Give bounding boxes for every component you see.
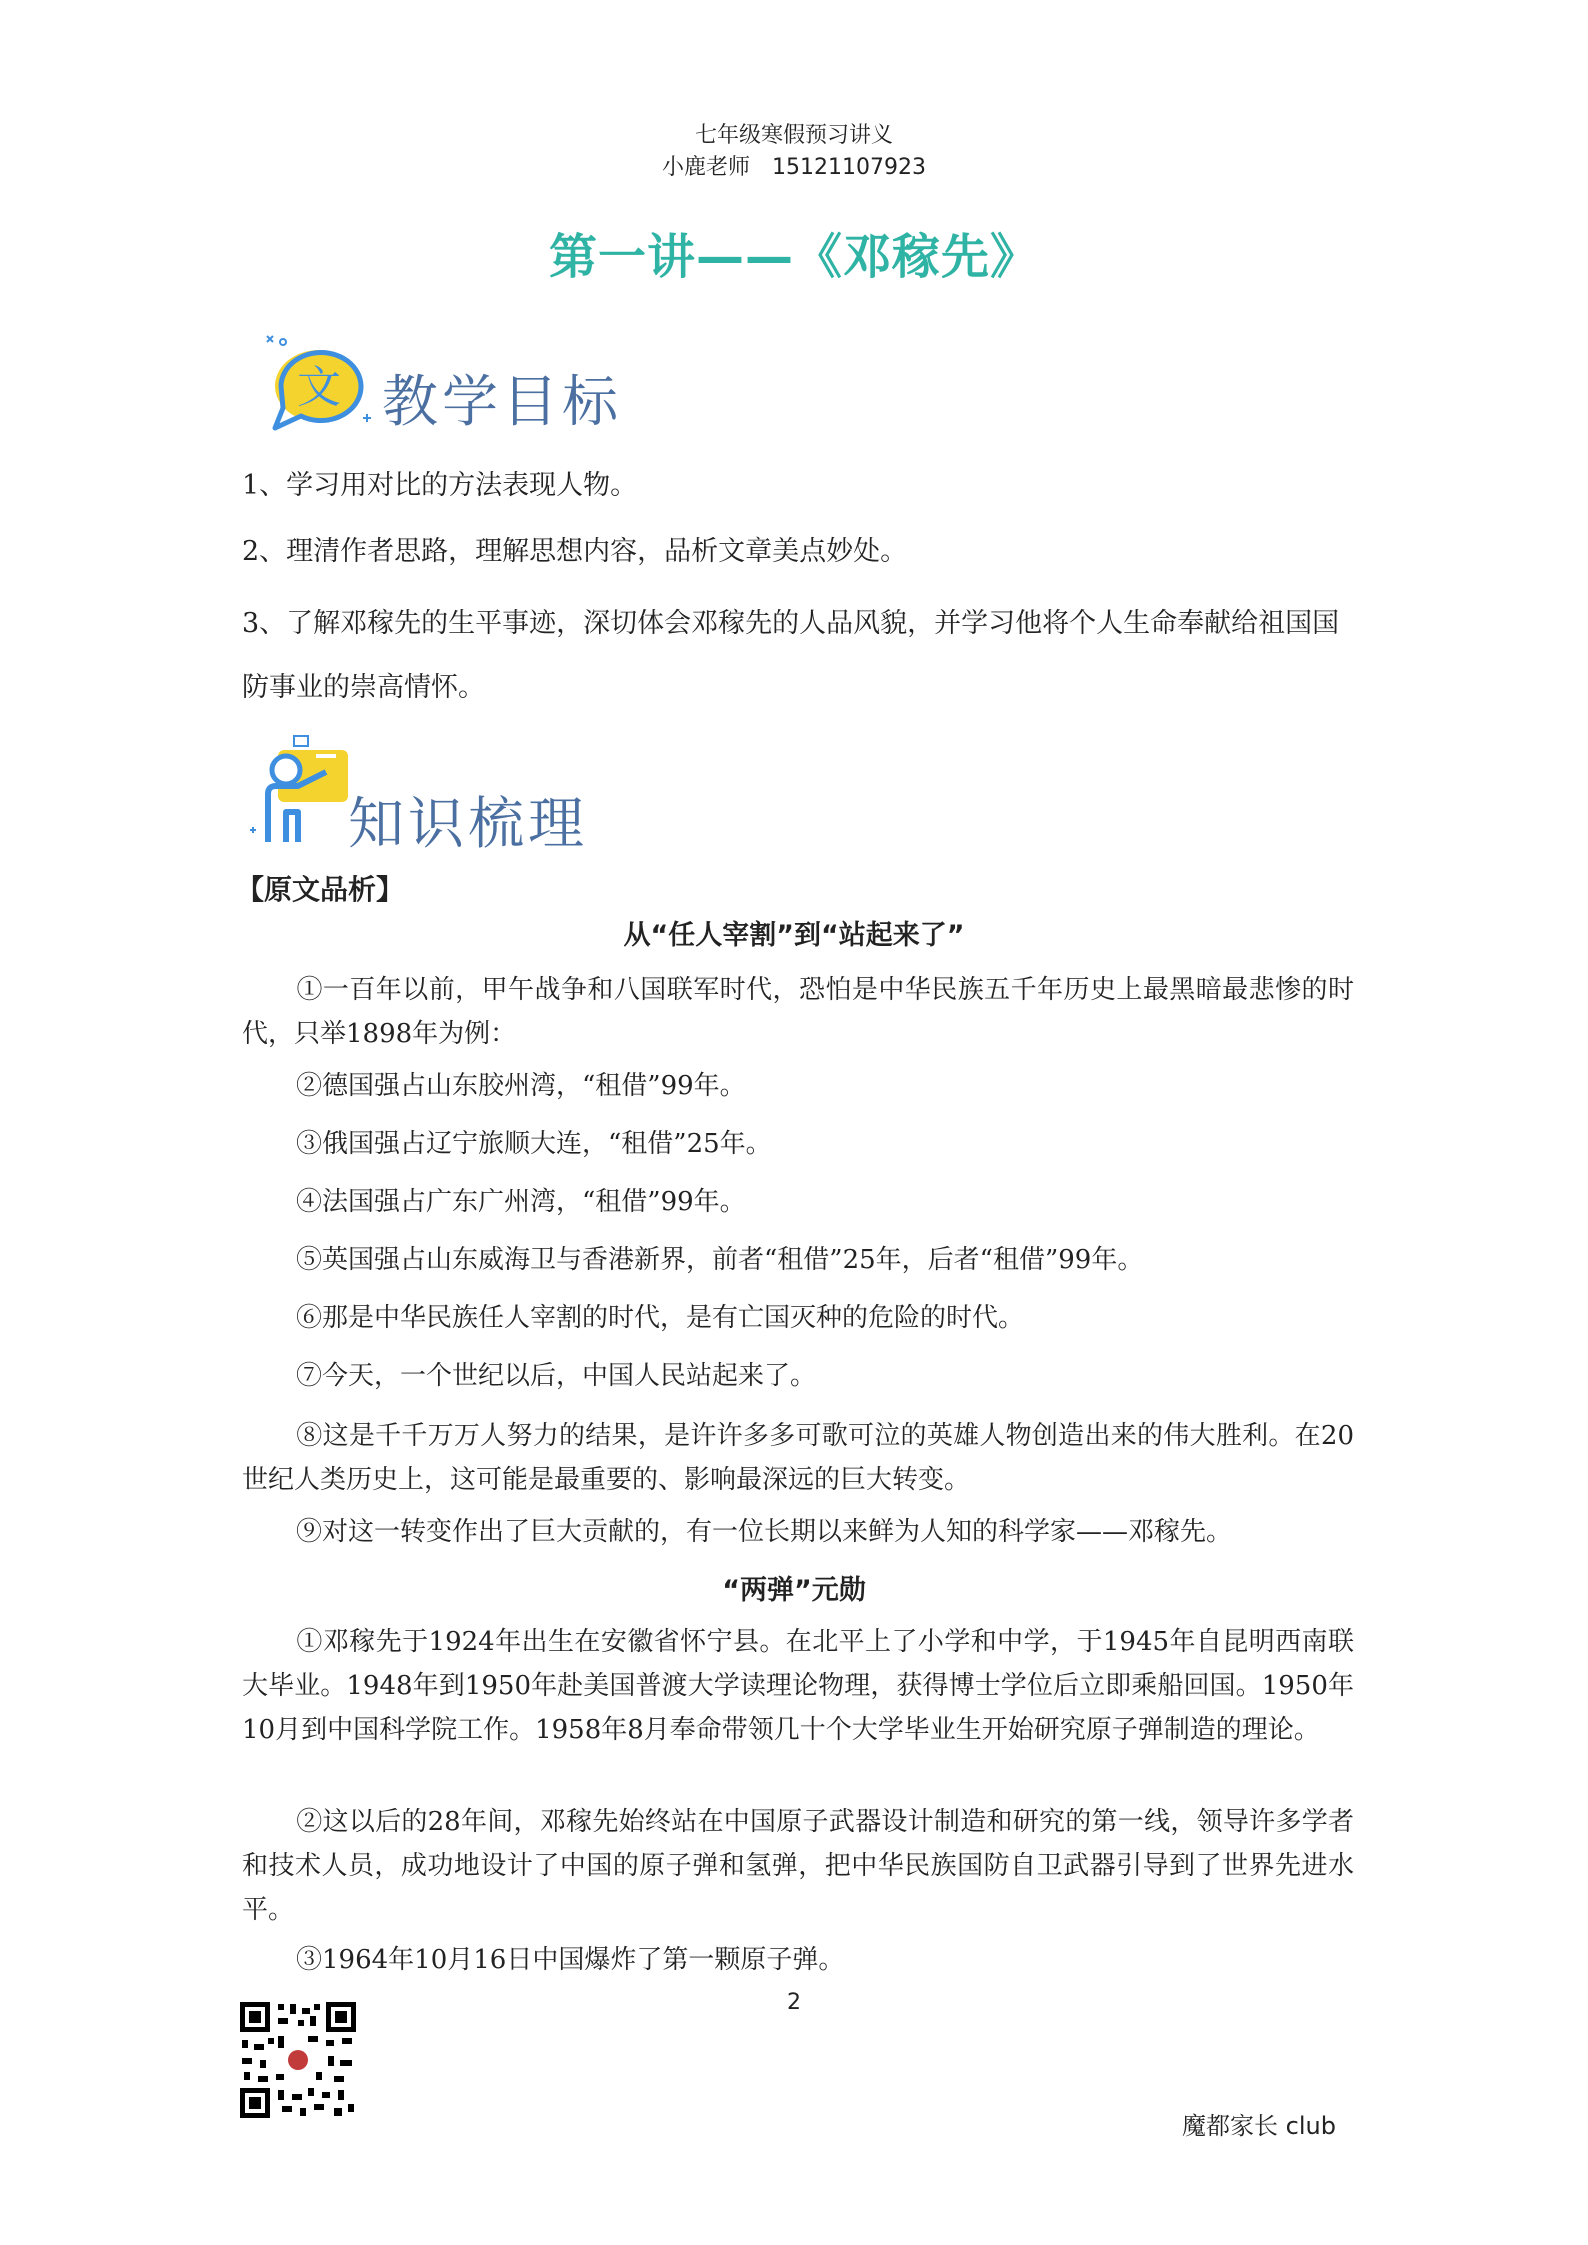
paragraph: ①邓稼先于1924年出生在安徽省怀宁县。在北平上了小学和中学，于1945年自昆明西南联大毕业。1948年到1950年赴美国普渡大学读理论物理，获得博士学位后立即乘船回国。1950年10月到中国科学院工作。1958年8月奉命带领几十个大学毕业生开始研究原子弹制造的理论。 [242, 1627, 1354, 1745]
paragraph: ③俄国强占辽宁旅顺大连，“租借”25年。 [296, 1129, 772, 1159]
section-title-knowledge: 知识梳理 [348, 792, 588, 857]
paragraph: ①一百年以前，甲午战争和八国联军时代，恐怕是中华民族五千年历史上最黑暗最悲惨的时代，只举1898年为例： [242, 975, 1354, 1049]
icon-glyph: 文 [297, 362, 341, 413]
paragraph: ②德国强占山东胶州湾，“租借”99年。 [296, 1071, 746, 1101]
header-line-2: 小鹿老师 15121107923 [662, 155, 926, 180]
section-label-original-text: 【原文品析】 [236, 873, 405, 906]
page-number: 2 [787, 1990, 801, 2015]
paragraph: ③1964年10月16日中国爆炸了第一颗原子弹。 [296, 1945, 845, 1975]
paragraph: ②这以后的28年间，邓稼先始终站在中国原子武器设计制造和研究的第一线，领导许多学者和技术人员，成功地设计了中国的原子弹和氢弹，把中华民族国防自卫武器引导到了世界先进水平。 [242, 1807, 1354, 1925]
paragraph: ⑨对这一转变作出了巨大贡献的，有一位长期以来鲜为人知的科学家——邓稼先。 [296, 1517, 1233, 1547]
objective-item: 3、了解邓稼先的生平事迹，深切体会邓稼先的人品风貌，并学习他将个人生命奉献给祖国国防事业的崇高情怀。 [242, 608, 1340, 703]
objective-item: 2、理清作者思路，理解思想内容，品析文章美点妙处。 [242, 536, 908, 567]
lecture-title: 第一讲——《邓稼先》 [548, 229, 1039, 285]
paragraph: ⑧这是千千万万人努力的结果，是许许多多可歌可泣的英雄人物创造出来的伟大胜利。在20世纪人类历史上，这可能是最重要的、影响最深远的巨大转变。 [242, 1421, 1354, 1495]
paragraph: ④法国强占广东广州湾，“租借”99年。 [296, 1187, 746, 1217]
paragraph: ⑦今天，一个世纪以后，中国人民站起来了。 [296, 1361, 817, 1391]
article-title: 从“任人宰割”到“站起来了” [623, 920, 965, 951]
teacher-board-icon [242, 732, 362, 847]
speech-bubble-icon [255, 330, 385, 440]
section-title-objectives: 教学目标 [382, 370, 622, 435]
qr-code-icon [238, 2000, 358, 2120]
paragraph: ⑤英国强占山东威海卫与香港新界，前者“租借”25年，后者“租借”99年。 [296, 1245, 1144, 1275]
footer-brand: 魔都家长 club [1182, 2112, 1336, 2140]
header-line-1: 七年级寒假预习讲义 [694, 123, 893, 148]
article-title: “两弹”元勋 [722, 1575, 866, 1606]
paragraph: ⑥那是中华民族任人宰割的时代，是有亡国灭种的危险的时代。 [296, 1303, 1025, 1333]
objective-item: 1、学习用对比的方法表现人物。 [242, 470, 638, 501]
